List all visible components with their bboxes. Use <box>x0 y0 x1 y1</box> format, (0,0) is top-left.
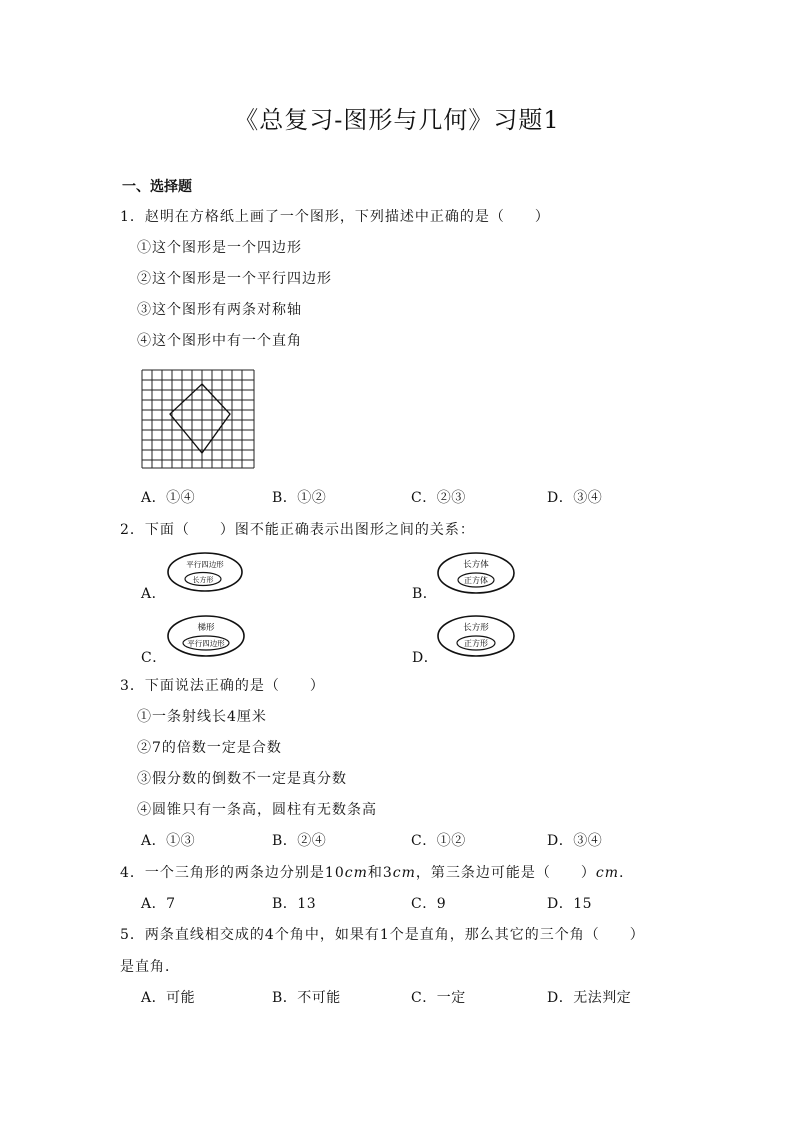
section-heading: 一、选择题 <box>122 179 192 195</box>
question-5-option-d: D．无法判定 <box>547 990 632 1006</box>
question-3-option-c: C．①② <box>411 833 466 849</box>
question-2-option-b-label: B． <box>412 586 438 602</box>
unit-cm: cm <box>595 865 620 881</box>
question-2-option-c-label: C． <box>141 650 167 666</box>
venn-d-inner-label: 正方形 <box>464 639 488 648</box>
question-3-item: ②7的倍数一定是合数 <box>137 740 282 756</box>
question-2-option-d-label: D． <box>412 650 439 666</box>
question-1-item: ②这个图形是一个平行四边形 <box>137 271 332 287</box>
question-4-stem-part: . <box>619 865 625 881</box>
question-3-item: ③假分数的倒数不一定是真分数 <box>137 771 347 787</box>
question-4-stem-part: 和3 <box>367 865 393 881</box>
question-1-item: ③这个图形有两条对称轴 <box>137 302 302 318</box>
venn-b-outer-label: 长方体 <box>463 560 489 570</box>
question-3-option-b: B．②④ <box>272 833 327 849</box>
question-5-stem: 5．两条直线相交成的4个角中，如果有1个是直角，那么其它的三个角（ ） <box>120 927 645 943</box>
venn-a-inner-label: 长方形 <box>192 576 214 584</box>
venn-c-outer-label: 梯形 <box>197 623 215 633</box>
question-3-option-a: A．①③ <box>141 833 196 849</box>
question-1-option-c: C．②③ <box>411 490 466 506</box>
question-1-option-b: B．①② <box>272 490 327 506</box>
question-2-option-a-label: A． <box>141 586 167 602</box>
venn-diagram-c <box>166 614 246 658</box>
kite-shape <box>170 384 230 453</box>
question-5-option-a: A．可能 <box>141 990 196 1006</box>
question-3-item: ①一条射线长4厘米 <box>137 709 267 725</box>
venn-d-outer-label: 长方形 <box>463 623 489 633</box>
unit-cm: cm <box>392 865 416 881</box>
question-4-stem <box>120 862 624 882</box>
question-1-stem: 1．赵明在方格纸上画了一个图形，下列描述中正确的是（ ） <box>120 209 550 225</box>
question-4-stem-part: ，第三条边可能是（ ） <box>415 865 596 881</box>
question-4-option-c: C．9 <box>411 896 447 912</box>
venn-diagram-d <box>436 614 516 658</box>
question-1-item: ④这个图形中有一个直角 <box>137 333 302 349</box>
grid-lines <box>142 370 254 468</box>
question-5-option-b: B．不可能 <box>272 990 341 1006</box>
venn-diagram-a <box>166 551 244 593</box>
question-4-option-d: D．15 <box>547 896 593 912</box>
venn-a-outer-label: 平行四边形 <box>186 560 224 569</box>
question-2-stem: 2．下面（ ）图不能正确表示出图形之间的关系： <box>120 522 475 538</box>
venn-c-inner-label: 平行四边形 <box>187 639 225 648</box>
question-3-stem: 3．下面说法正确的是（ ） <box>120 678 325 694</box>
question-4-option-a: A．7 <box>141 896 176 912</box>
question-3-item: ④圆锥只有一条高，圆柱有无数条高 <box>137 802 377 818</box>
grid-figure <box>140 368 258 470</box>
venn-diagram-b <box>436 551 516 595</box>
venn-b-inner-label: 正方体 <box>464 576 488 585</box>
page-title: 《总复习-图形与几何》习题1 <box>234 106 560 134</box>
question-5-option-c: C．一定 <box>411 990 466 1006</box>
question-4-option-b: B．13 <box>272 896 317 912</box>
question-5-stem-continued: 是直角． <box>120 959 180 975</box>
question-3-option-d: D．③④ <box>547 833 603 849</box>
question-4-stem-part: 4．一个三角形的两条边分别是10 <box>120 865 345 881</box>
question-1-option-a: A．①④ <box>141 490 196 506</box>
question-1-option-d: D．③④ <box>547 490 603 506</box>
unit-cm: cm <box>344 865 368 881</box>
question-1-item: ①这个图形是一个四边形 <box>137 240 302 256</box>
